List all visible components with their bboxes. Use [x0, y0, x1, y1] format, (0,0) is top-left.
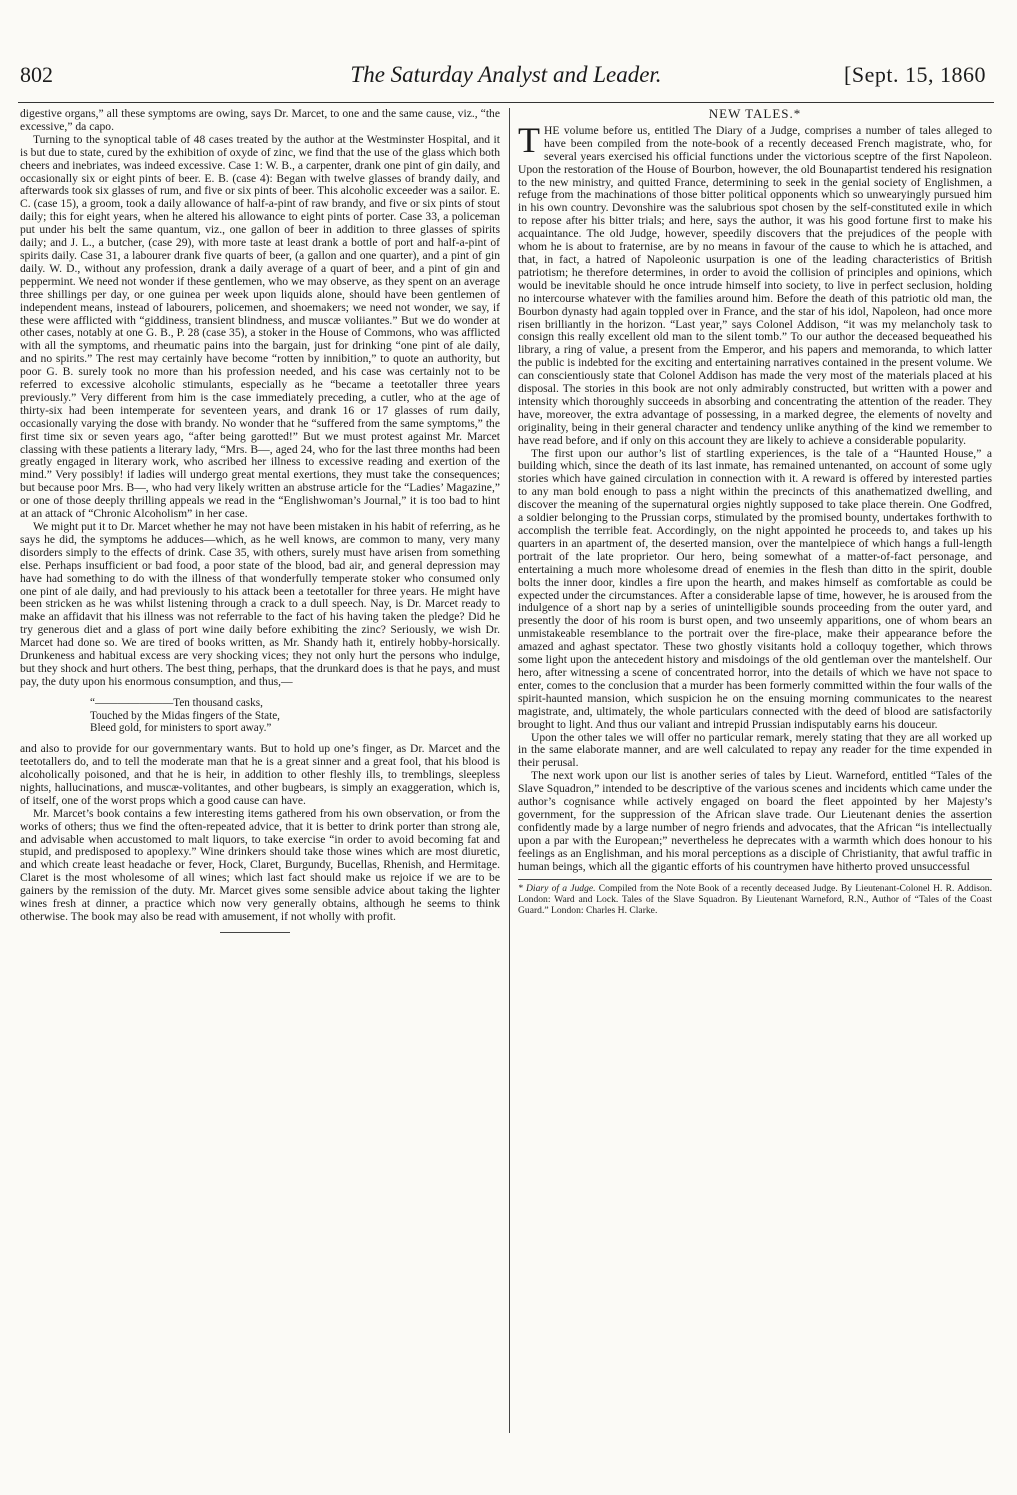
left-paragraph-3: We might put it to Dr. Marcet whether he may not have been mistaken in his habit of referring, as he says he did, the symptoms he adduces—which, as he well knows, are common to many, very many disorders simply to the effects of drink. Case 35, with others, surely must have arisen from something else. Perhaps insufficient or bad food, a poor state of the blood, bad air, and general depression may have had something to do with the illness of that wonderfully temperate stoker who consumed only one pint of ale daily, and had previously to his attack been a teetotaller for three years. He might have been stricken as he was whilst listening through a crack to a dull speech. Nay, is Dr. Marcet ready to make an affidavit that his illness was not referrable to the fact of his having taken the pledge? Did he try generous diet and a glass of port wine daily before exhibiting the zinc? Seriously, we wish Dr. Marcet had done so. We are tired of books written, as Mr. Shandy hath it, entirely hobby-horsically. Drunkeness and habitual excess are very shocking vices; they not only hurt the persons who indulge, but they shock and hurt others. The best thing, perhaps, that the drunkard does is that he pays, and must pay, the duty upon his enormous consumption, and thus,— [20, 520, 500, 688]
left-paragraph-2: Turning to the synoptical table of 48 cases treated by the author at the Westminster Hospital, and it is but due to state, cured by the exhibition of oxyde of zinc, we find that the use of the glass which both cheers and inebriates, was indeed excessive. Case 1: W. B., a carpenter, drank one pint of gin daily, and occasionally six or eight pints of beer. E. B. (case 4): Began with twelve glasses of brandy daily, and afterwards took six glasses of rum, and five or six pints of beer. This alcoholic exceeder was a sailor. E. C. (case 15), a groom, took a daily allowance of half-a-pint of raw brandy, and five or six pints of stout daily; this for eight years, when he altered his allowance to eight pints of porter. Case 33, a policeman put under his belt the same quantum, viz., one gallon of beer in addition to three glasses of spirits daily; and J. L., a butcher, (case 29), with more taste at least drank a bottle of port and half-a-pint of spirits daily. Case 31, a labourer drank five quarts of beer, (a gallon and one quarter), and a pint of gin daily. W. D., without any profession, drank a daily average of a quart of beer, and a pint of gin and peppermint. We need not wonder if these gentlemen, who we may observe, as they spent on an average three shillings per day, or one guinea per week upon liquids alone, should have been gentlemen of independent means, instead of labourers, policemen, and shoemakers; we need not wonder, we say, if these were afflicted with “giddiness, transient blindness, and muscæ voliiantes.” But we do wonder at other cases, notably at one G. B., P. 28 (case 35), a stoker in the House of Commons, who was afflicted with all the symptoms, and rheumatic pains into the bargain, just for drinking “one pint of ale daily, and no spirits.” The rest may certainly have become “rotten by innibition,” to quote an authority, but poor G. B. surely took no more than his profession needed, and his case was certainly not to be referred to excessive alcoholic stimulants, especially as he “became a teetotaller three years previously.” Very different from him is the case immediately preceding, a cutler, who at the age of thirty-six had been intemperate for seventeen years, and drank 16 or 17 glasses of rum daily, occasionally varying the dose with brandy. No wonder that he “suffered from the same symptoms,” the first time six or seven years ago, “after being garotted!” But we must protest against Mr. Marcet classing with these patients a literary lady, “Mrs. B—, aged 24, who for the last three months had been greatly engaged in literary work, who ascribed her illness to excessive reading and exertion of the mind.” Very possibly! if ladies will undergo great mental exertions, they must take the consequences; but because poor Mrs. B—, who had very likely written an abstruse article for the “Ladies’ Magazine,” or one of those deeply thrilling appeals we read in the “Englishwoman’s Journal,” it is too bad to hint at an attack of “Chronic Alcoholism” in her case. [20, 132, 500, 521]
left-paragraph-1: digestive organs,” all these symptoms are owing, says Dr. Marcet, to one and the same cause, viz., “the excessive,” da capo. [20, 107, 500, 133]
right-paragraph-3: Upon the other tales we will offer no particular remark, merely stating that they are all worked up in the same elaborate manner, and are well calculated to repay any reader for the time expended in their perusal. [518, 730, 992, 770]
verse-quote [90, 697, 500, 735]
footnote-rule [518, 879, 992, 880]
right-paragraph-4: The next work upon our list is another series of tales by Lieut. Warneford, entitled “Tales of the Slave Squadron,” intended to be descriptive of the various scenes and incidents which came under the author’s cognisance while actively engaged on board the fleet appointed by her Majesty’s government, for the suppression of the African slave trade. Our Lieutenant denies the assertion confidently made by a large number of negro friends and advocates, that the African “is intellectually upon a par with the European;” nevertheless he deprecates with a warmth which does honour to his feelings as an Englishman, and his moral perceptions as a disciple of Christianity, that awful traffic in human beings, which all the gigantic efforts of his countrymen have hitherto proved unsuccessful [518, 769, 992, 873]
verse-line-2: Touched by the Midas fingers of the State, [90, 709, 280, 722]
left-column [20, 108, 500, 941]
footnote-text: Compiled from the Note Book of a recently deceased Judge. By Lieutenant-Colonel H. R. Addison. London: Ward and Lock. Tales of the Slave Squadron. By Lieutenant Warneford, R.N., Author of “Tales of the Coast Guard.” London: Charles H. Clarke. [518, 883, 992, 917]
issue-date: [Sept. 15, 1860 [844, 62, 986, 87]
page-header [20, 62, 992, 94]
publication-title: The Saturday Analyst and Leader. [350, 62, 662, 87]
right-paragraph-2: The first upon our author’s list of startling experiences, is the tale of a “Haunted House,” a building which, since the death of its last inmate, has remained untenanted, on account of some ugly stories which have gained circulation in connection with it. A reward is offered by interested parties to any man bold enough to pass a night within the precincts of this anathematized dwelling, and discover the meaning of the supernatural orgies nightly supposed to take place therein. One Godfred, a soldier belonging to the Prussian corps, stimulated by the promised bounty, undertakes forthwith to accomplish the terrible feat. Accordingly, on the night appointed he proceeds to, and takes up his quarters in an apartment of, the deserted mansion, over the mantelpiece of which hangs a full-length portrait of the late proprietor. Our hero, being somewhat of a matter-of-fact personage, and entertaining a much more wholesome dread of enemies in the flesh than ditto in the spirit, double bolts the inner door, kindles a fire upon the hearth, and makes himself as comfortable as could be expected under the circumstances. After a considerable lapse of time, however, he is aroused from the indulgence of a short nap by a series of unintelligible sounds proceeding from the outer yard, and presently the door of his room is burst open, and two unseemly apparitions, one of whom bears an unmistakeable resemblance to the portrait over the fire-place, make their appearance before the amazed and aghast spectator. These two ghostly visitants hold a colloquy together, which throws some light upon the antecedent history and misdoings of the old gentleman over the mantelshelf. Our hero, after witnessing a scene of concentrated horror, into the details of which we have not space to enter, comes to the conclusion that a murder has been formerly committed within the four walls of the spirit-haunted mansion, which suspicion he on the ensuing morning communicates to the nearest magistrate, and, ultimately, the whole particulars connected with the deed of blood are satisfactorily brought to light. And thus our valiant and intrepid Prussian indisputably earns his douceur. [518, 446, 992, 731]
header-rule [18, 102, 994, 103]
right-column [518, 108, 992, 916]
verse-line-1: “———————Ten thousand casks, [90, 696, 263, 709]
article-heading: NEW TALES.* [708, 106, 802, 121]
verse-line-3: Bleed gold, for ministers to sport away.” [90, 722, 272, 735]
right-paragraph-1-text: HE volume before us, entitled The Diary of a Judge, comprises a number of tales alleged to have been compiled from the note-book of a recently deceased French magistrate, who, for several years exercised his official functions under the victorious sceptre of the first Napoleon. Upon the restoration of the House of Bourbon, however, the old Bounapartist tendered his resignation to the new ministry, and quitted France, determining to seek in the genial society of Englishmen, a refuge from the machinations of those bitter political opponents which so unwearyingly pursued him in his own country. Devonshire was the salubrious spot chosen by the self-constituted exile in which to repose after his bitter trials; and here, says the author, it was his good fortune first to make his acquaintance. The old Judge, however, speedily discovers that the prejudices of the people with whom he is about to fraternise, are by no means in favour of the cause to which he is attached, and that, in fact, a hatred of Napoleonic usurpation is one of the leading characteristics of British patriotism; he therefore determines, in order to avoid the collision of principles and opinions, which would be inevitable should he once intrude himself into society, to live in perfect seclusion, holding no intercourse whatever with the families around him. Before the death of this patriotic old man, the Bourbon dynasty had again toppled over in France, and the star of his idol, Napoleon, had once more risen brilliantly in the horizon. “Last year,” says Colonel Addison, “it was my melancholy task to consign this really excellent old man to the silent tomb.” To our author the deceased bequeathed his library, a ring of value, a present from the Emperor, and his papers and memoranda, to which latter the public is indebted for the exciting and entertaining narratives contained in the present volume. We can conscientiously state that Colonel Addison has made the very most of the materials placed at his disposal. The stories in this book are not only admirably constructed, but written with a power and intensity which thoroughly succeeds in absorbing and concentrating the attention of the reader. They have, moreover, the extra advantage of possessing, in a marked degree, the elements of novelty and originality, being in their general character and tendency unlike anything of the kind we remember to have read before, and if only on this account they are likely to achieve a considerable popularity. [518, 123, 992, 447]
page-number: 802 [20, 62, 53, 87]
drop-cap: T [518, 119, 540, 160]
end-rule [220, 932, 290, 933]
footnote [518, 883, 992, 916]
right-paragraph-1 [518, 119, 992, 448]
left-paragraph-4: and also to provide for our governmentary wants. But to hold up one’s finger, as Dr. Marcet and the teetotallers do, and to tell the moderate man that he is a great sinner and a great fool, that his blood is alcoholically poisoned, and that he is heir, in addition to other fleshly ills, to tremblings, sleepless nights, hallucinations, and muscæ-volitantes, and other bugbears, is simply an exaggeration, which is, of itself, one of the worst props which a good cause can have. [20, 742, 500, 807]
footnote-label: * Diary of a Judge. [518, 883, 596, 895]
column-divider [509, 108, 510, 1433]
left-paragraph-5: Mr. Marcet’s book contains a few interesting items gathered from his own observation, or from the works of others; thus we find the often-repeated advice, that it is better to drink porter than strong ale, and advisable when accustomed to malt liquors, to take exercise “in order to avoid becoming fat and stupid, and predisposed to apoplexy.” Wine drinkers should take those wines which are most diuretic, and which create least headache or fever, Hock, Claret, Burgundy, Bucellas, Rhenish, and Hermitage. Claret is the most wholesome of all wines; which last fact should make us rejoice if we are to be gainers by the remission of the duty. Mr. Marcet gives some sensible advice about taking the lighter wines fresh at dinner, a practice which now very generally obtains, although he seems to think otherwise. The book may also be read with amusement, if not wholly with profit. [20, 806, 500, 923]
